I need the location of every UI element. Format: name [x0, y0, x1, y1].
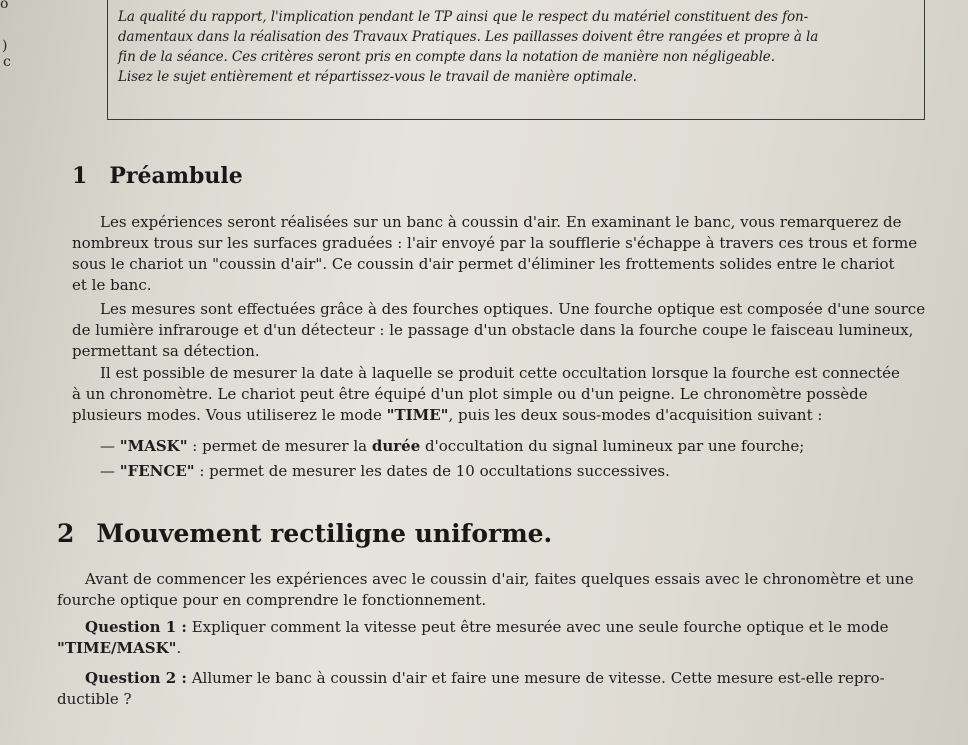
- list-item: [100, 436, 804, 457]
- list-item: [100, 461, 804, 482]
- text-run: plusieurs modes. Vous utiliserez le mode: [72, 406, 387, 424]
- text-run: d'occultation du signal lumineux par une fourche;: [420, 437, 805, 455]
- section-2-number: 2: [57, 519, 75, 548]
- question-2: [57, 668, 885, 710]
- paragraph-line: Avant de commencer les expériences avec le coussin d'air, faites quelques essais avec le chronomètre et une: [85, 570, 914, 588]
- section-1-paragraph-1: [72, 212, 917, 296]
- paragraph-line: Les mesures sont effectuées grâce à des fourches optiques. Une fourche optique est composée d'une source: [100, 300, 926, 318]
- section-1-paragraph-2: [72, 299, 925, 362]
- paragraph-line: nombreux trous sur les surfaces graduées : l'air envoyé par la soufflerie s'échappe à travers ces trous et forme: [72, 234, 918, 252]
- paragraph-line: sous le chariot un "coussin d'air". Ce coussin d'air permet d'éliminer les frottements solides entre le chariot: [72, 255, 895, 273]
- list-dash: —: [100, 462, 115, 480]
- text-run: : permet de mesurer les dates de 10 occultations successives.: [194, 462, 670, 480]
- mode-time-label: "TIME": [386, 406, 449, 424]
- paragraph-line: Il est possible de mesurer la date à laquelle se produit cette occultation lorsque la fourche est connectée: [100, 364, 900, 382]
- mask-mode-label: "MASK": [119, 437, 188, 455]
- margin-mark-top: o: [0, 0, 9, 12]
- notice-line: Lisez le sujet entièrement et répartissez-vous le travail de manière optimale.: [118, 69, 637, 85]
- margin-mark-middle: ): [2, 38, 8, 54]
- question-line: [57, 617, 889, 638]
- question-1: [57, 617, 889, 659]
- margin-mark-bottom: c: [3, 54, 11, 70]
- acquisition-modes-list: [100, 436, 804, 482]
- paragraph-line: Les expériences seront réalisées sur un banc à coussin d'air. En examinant le banc, vous remarquerez de: [100, 213, 902, 231]
- question-1-label: Question 1 :: [85, 618, 187, 636]
- instructions-notice-box: [107, 0, 925, 120]
- paragraph-line: [72, 405, 900, 426]
- question-1-text: Expliquer comment la vitesse peut être mesurée avec une seule fourche optique et le mode: [186, 618, 889, 636]
- notice-line: La qualité du rapport, l'implication pendant le TP ainsi que le respect du matériel constituent des fon-: [118, 9, 809, 25]
- section-1-paragraph-3: [72, 363, 900, 426]
- section-1-number: 1: [72, 163, 88, 189]
- paragraph-line: de lumière infrarouge et d'un détecteur : le passage d'un obstacle dans la fourche coupe le faisceau lumineux,: [72, 321, 914, 339]
- paragraph-line: fourche optique pour en comprendre le fonctionnement.: [57, 591, 487, 609]
- paragraph-line: à un chronomètre. Le chariot peut être équipé d'un plot simple ou d'un peigne. Le chronomètre possède: [72, 385, 868, 403]
- text-run: .: [176, 639, 182, 657]
- text-run: , puis les deux sous-modes d'acquisition suivant :: [448, 406, 823, 424]
- fence-mode-label: "FENCE": [119, 462, 195, 480]
- question-line: ductible ?: [57, 690, 132, 708]
- emphasis-duree: durée: [371, 437, 421, 455]
- time-mask-mode-label: "TIME/MASK": [57, 639, 177, 657]
- question-line: [57, 638, 889, 659]
- question-line: [57, 668, 885, 689]
- question-2-label: Question 2 :: [85, 669, 187, 687]
- section-2-title: Mouvement rectiligne uniforme.: [96, 519, 553, 548]
- list-dash: —: [100, 437, 115, 455]
- section-1-heading: [72, 163, 243, 189]
- section-2-intro: [57, 569, 914, 611]
- paragraph-line: permettant sa détection.: [72, 342, 260, 360]
- section-2-heading: [57, 519, 552, 548]
- notice-line: damentaux dans la réalisation des Travaux Pratiques. Les paillasses doivent être rangées et propre à la: [118, 29, 819, 45]
- text-run: : permet de mesurer la: [187, 437, 372, 455]
- paragraph-line: et le banc.: [72, 276, 152, 294]
- section-1-title: Préambule: [109, 163, 243, 189]
- notice-line: fin de la séance. Ces critères seront pris en compte dans la notation de manière non négligeable.: [118, 49, 775, 65]
- question-2-text: Allumer le banc à coussin d'air et faire une mesure de vitesse. Cette mesure est-elle repro-: [186, 669, 885, 687]
